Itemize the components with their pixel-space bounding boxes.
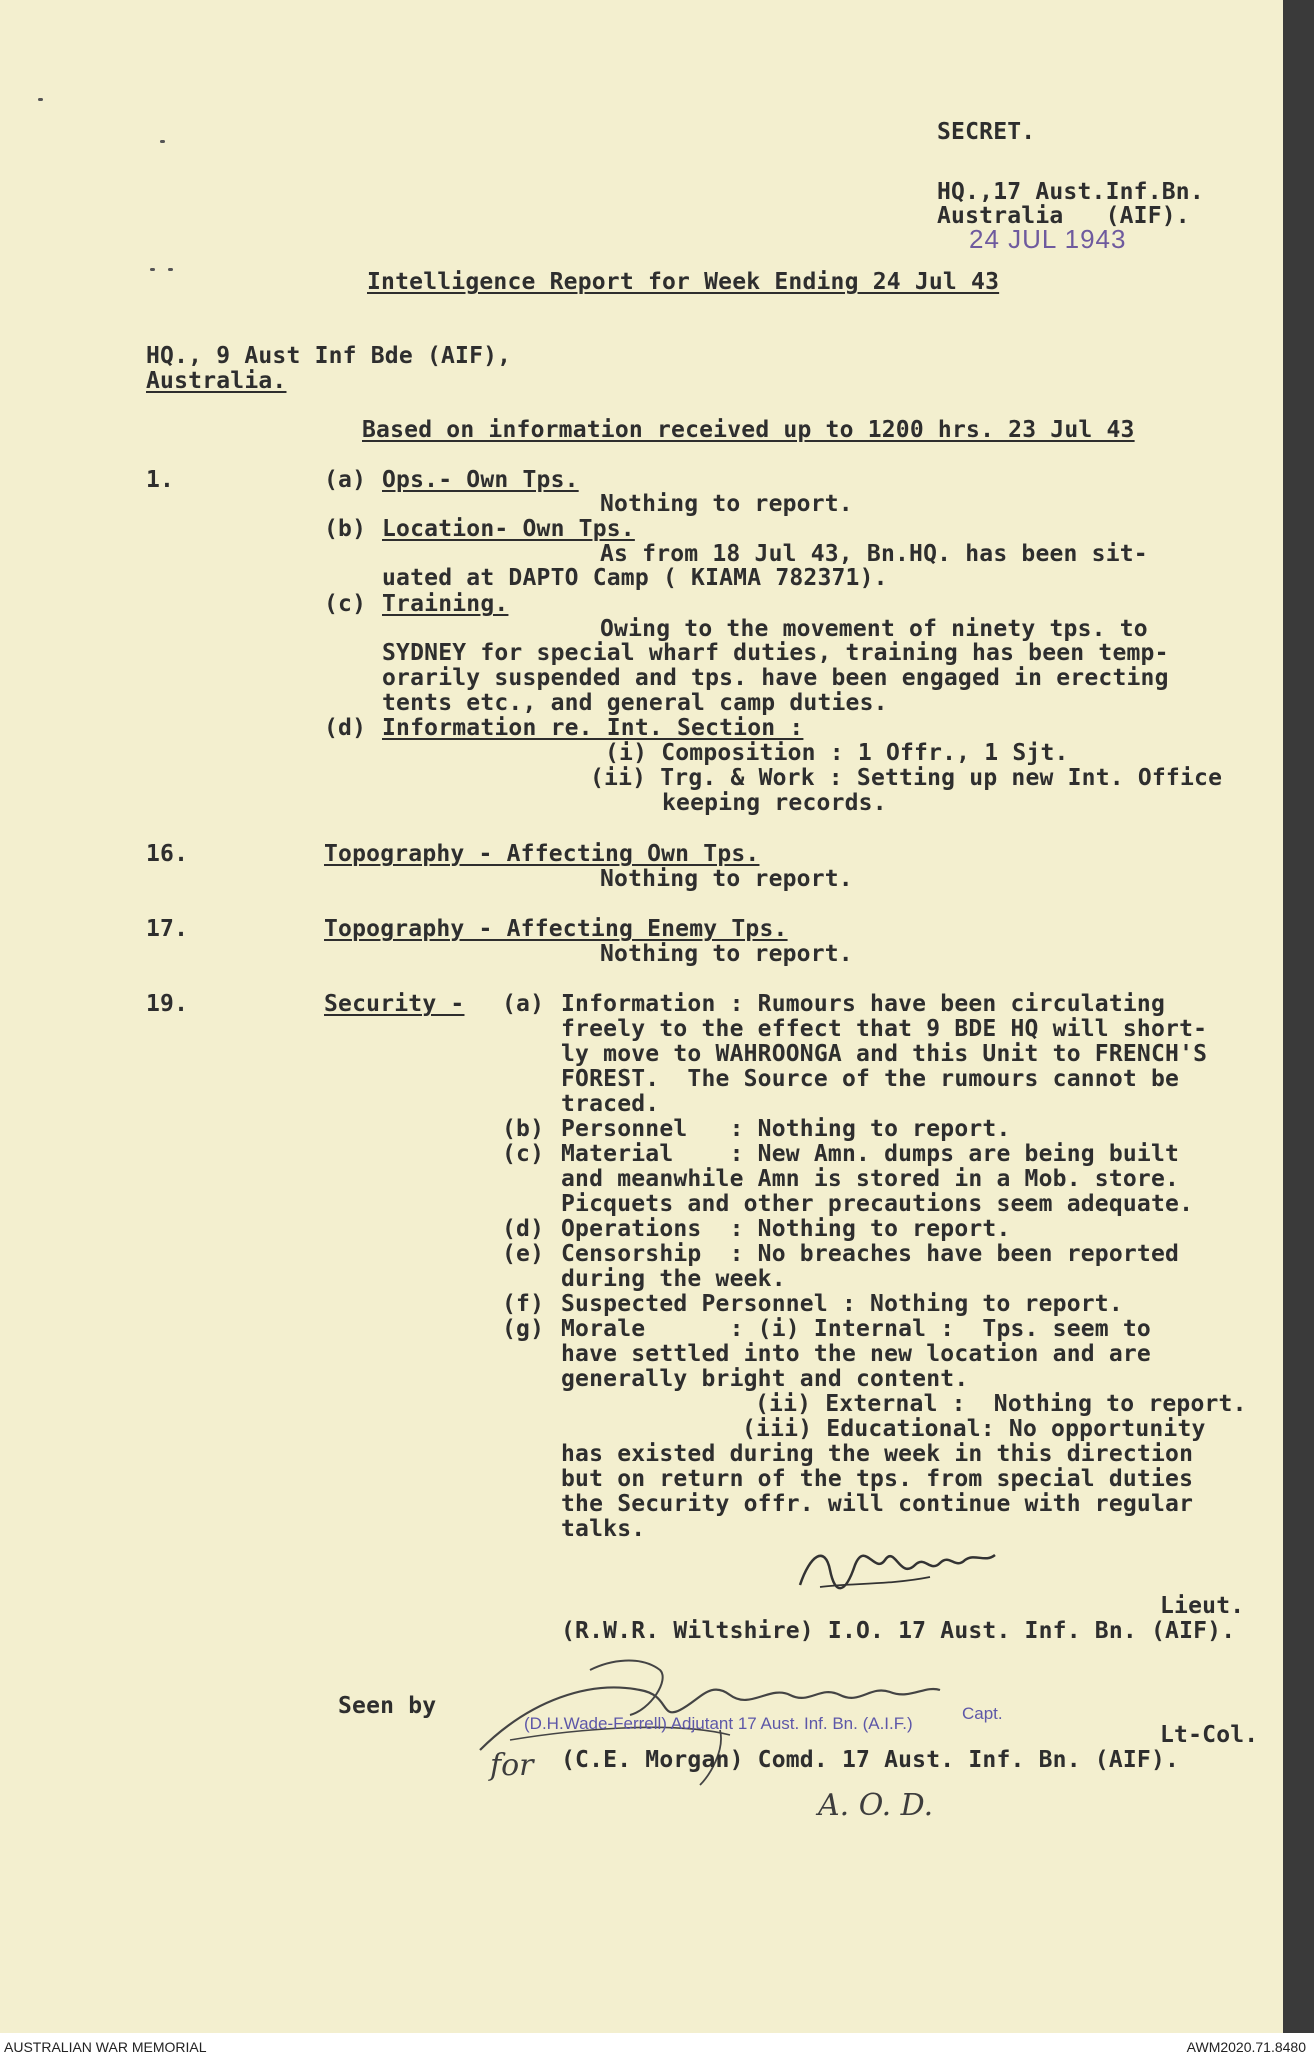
footer-left: AUSTRALIAN WAR MEMORIAL xyxy=(4,2039,207,2055)
signature-1-rank: Lieut. xyxy=(1160,1593,1245,1619)
section-19g-line-3: generally bright and content. xyxy=(561,1366,969,1392)
paper-mark xyxy=(150,268,155,271)
section-1d-ii: (ii) Trg. & Work : Setting up new Int. Office xyxy=(590,765,1223,791)
section-19a-line-3: ly move to WAHROONGA and this Unit to FRENCH'S xyxy=(561,1041,1208,1067)
section-1a-label: (a) xyxy=(324,467,367,493)
section-1a-text: Nothing to report. xyxy=(600,491,853,517)
wiltshire-signature xyxy=(790,1525,1010,1605)
section-19g-line-8: the Security offr. will continue with regular xyxy=(561,1491,1194,1517)
section-19f-label: (f) xyxy=(502,1291,545,1317)
paper-mark xyxy=(168,268,173,271)
section-1b-line-1: As from 18 Jul 43, Bn.HQ. has been sit- xyxy=(600,541,1148,567)
section-19g-label: (g) xyxy=(502,1316,545,1342)
section-1-number: 1. xyxy=(146,467,175,493)
section-17-number: 17. xyxy=(146,916,189,942)
archive-footer xyxy=(0,2033,1314,2061)
section-19a-line-2: freely to the effect that 9 BDE HQ will short- xyxy=(561,1016,1208,1042)
section-19a-line-5: traced. xyxy=(561,1091,660,1117)
section-19e-line-2: during the week. xyxy=(561,1266,786,1292)
paper-mark xyxy=(38,98,43,101)
addressee-line-2: Australia. xyxy=(146,368,287,394)
section-19e-line-1: Censorship : No breaches have been reported xyxy=(561,1241,1180,1267)
section-19e-label: (e) xyxy=(502,1241,545,1267)
section-19d-label: (d) xyxy=(502,1216,545,1242)
section-19c-line-1: Material : New Amn. dumps are being built xyxy=(561,1141,1180,1167)
section-1b-line-2: uated at DAPTO Camp ( KIAMA 782371). xyxy=(382,565,888,591)
section-19f-line-1: Suspected Personnel : Nothing to report. xyxy=(561,1291,1123,1317)
unit-line-2: Australia (AIF). xyxy=(937,203,1190,229)
section-1d-ii-cont: keeping records. xyxy=(662,790,887,816)
footer-right: AWM2020.71.8480 xyxy=(1186,2039,1306,2055)
section-17-heading: Topography - Affecting Enemy Tps. xyxy=(324,916,788,942)
section-19d-line-1: Operations : Nothing to report. xyxy=(561,1216,1011,1242)
section-19g-line-9: talks. xyxy=(561,1516,646,1542)
section-16-text: Nothing to report. xyxy=(600,866,853,892)
addressee-line-1: HQ., 9 Aust Inf Bde (AIF), xyxy=(146,343,512,369)
section-1c-line-3: orarily suspended and tps. have been engaged in erecting xyxy=(382,665,1169,691)
for-note: for xyxy=(490,1748,534,1783)
section-1b-heading: Location- Own Tps. xyxy=(382,516,635,542)
section-19g-line-5: (iii) Educational: No opportunity xyxy=(742,1416,1206,1442)
section-1d-i: (i) Composition : 1 Offr., 1 Sjt. xyxy=(605,740,1069,766)
section-19-number: 19. xyxy=(146,991,189,1017)
section-19g-line-4: (ii) External : Nothing to report. xyxy=(755,1391,1247,1417)
page-edge xyxy=(1283,0,1314,2033)
basis-line: Based on information received up to 1200 hrs. 23 Jul 43 xyxy=(362,417,1135,443)
section-19-heading: Security - xyxy=(324,991,465,1017)
paper-mark xyxy=(160,140,165,143)
section-1c-label: (c) xyxy=(324,591,367,617)
signature-1-line: (R.W.R. Wiltshire) I.O. 17 Aust. Inf. Bn. (AIF). xyxy=(561,1618,1236,1644)
section-1b-label: (b) xyxy=(324,516,367,542)
section-19a-line-4: FOREST. The Source of the rumours cannot be xyxy=(561,1066,1180,1092)
section-19g-line-7: but on return of the tps. from special duties xyxy=(561,1466,1194,1492)
section-19g-line-6: has existed during the week in this direction xyxy=(561,1441,1194,1467)
section-19c-label: (c) xyxy=(502,1141,545,1167)
section-19c-line-3: Picquets and other precautions seem adequate. xyxy=(561,1191,1194,1217)
signature-2-line: (C.E. Morgan) Comd. 17 Aust. Inf. Bn. (AIF). xyxy=(561,1747,1180,1773)
section-19a-line-1: Information : Rumours have been circulating xyxy=(561,991,1166,1017)
section-16-heading: Topography - Affecting Own Tps. xyxy=(324,841,760,867)
section-19g-line-1: Morale : (i) Internal : Tps. seem to xyxy=(561,1316,1151,1342)
section-1c-line-1: Owing to the movement of ninety tps. to xyxy=(600,616,1148,642)
section-1c-line-4: tents etc., and general camp duties. xyxy=(382,690,888,716)
section-17-text: Nothing to report. xyxy=(600,941,853,967)
section-1d-label: (d) xyxy=(324,715,367,741)
section-1c-line-2: SYDNEY for special wharf duties, training has been temp- xyxy=(382,640,1169,666)
adjutant-stamp-name: (D.H.Wade-Ferrell) Adjutant 17 Aust. Inf. Bn. (A.I.F.) xyxy=(524,1714,913,1733)
section-1d-heading: Information re. Int. Section : xyxy=(382,715,804,741)
adjutant-stamp-rank: Capt. xyxy=(962,1704,1003,1723)
classification-label: SECRET. xyxy=(937,119,1036,145)
report-title: Intelligence Report for Week Ending 24 Jul 43 xyxy=(367,269,1000,295)
section-19b-label: (b) xyxy=(502,1116,545,1142)
section-1a-heading: Ops.- Own Tps. xyxy=(382,467,579,493)
date-stamp: 24 JUL 1943 xyxy=(969,224,1127,254)
seen-by-label: Seen by xyxy=(338,1693,437,1719)
section-19g-line-2: have settled into the new location and are xyxy=(561,1341,1151,1367)
section-1c-heading: Training. xyxy=(382,591,509,617)
signature-2-rank: Lt-Col. xyxy=(1160,1722,1259,1748)
section-19b-line-1: Personnel : Nothing to report. xyxy=(561,1116,1011,1142)
section-16-number: 16. xyxy=(146,841,189,867)
section-19a-label: (a) xyxy=(502,991,545,1017)
section-19c-line-2: and meanwhile Amn is stored in a Mob. store. xyxy=(561,1166,1180,1192)
unit-line-1: HQ.,17 Aust.Inf.Bn. xyxy=(937,179,1204,205)
aod-note: A. O. D. xyxy=(818,1788,934,1823)
